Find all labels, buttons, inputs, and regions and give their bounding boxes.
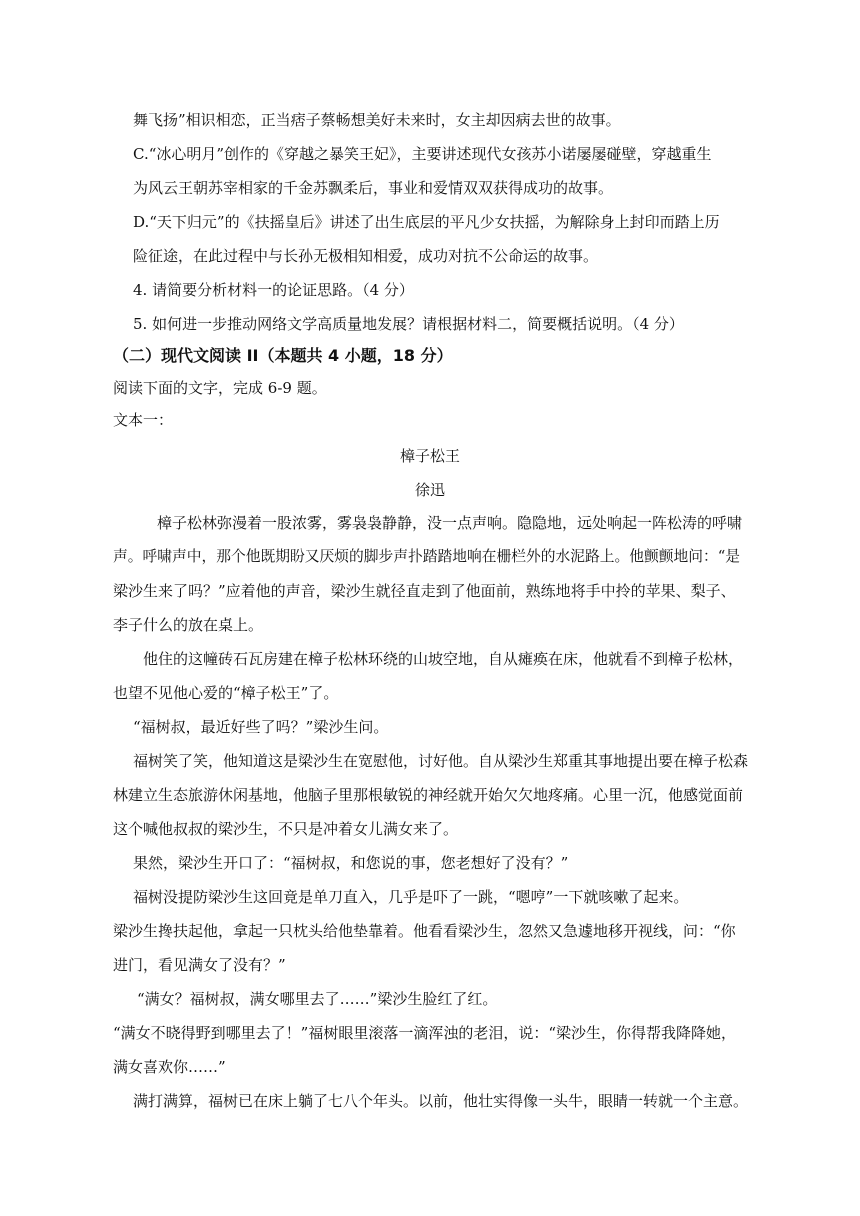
question-5: 5. 如何进一步推动网络文学高质量地发展？请根据材料二，简要概括说明。（4 分） (133, 315, 684, 333)
paragraph-line: 满女喜欢你……” (113, 1058, 226, 1076)
story-title: 樟子松王 (399, 447, 460, 465)
paragraph-line: 进门，看见满女了没有？” (113, 956, 286, 974)
text-one-label: 文本一： (113, 411, 174, 429)
paragraph-line: 满打满算，福树已在床上躺了七八个年头。以前，他壮实得像一头牛，眼睛一转就一个主意。 (133, 1092, 749, 1110)
paragraph-line: “福树叔，最近好些了吗？”梁沙生问。 (133, 718, 389, 736)
paragraph-line: 这个喊他叔叔的梁沙生，不只是冲着女儿满女来了。 (113, 820, 459, 838)
paragraph-line: 梁沙生来了吗？”应着他的声音，梁沙生就径直走到了他面前，熟练地将手中拎的苹果、梨子、 (113, 582, 736, 600)
option-d-line-1: D.“天下归元”的《扶摇皇后》讲述了出生底层的平凡少女扶摇，为解除身上封印而踏上历 (133, 213, 720, 231)
paragraph-line: “满女不晓得野到哪里去了！”福树眼里滚落一滴浑浊的老泪，说：“梁沙生，你得帮我降降她， (113, 1024, 737, 1042)
paragraph-line: 梁沙生搀扶起他，拿起一只枕头给他垫靠着。他看看梁沙生，忽然又急遽地移开视线，问：“你 (113, 922, 736, 940)
paragraph-line: 也望不见他心爱的“樟子松王”了。 (113, 684, 339, 702)
question-4: 4. 请简要分析材料一的论证思路。（4 分） (133, 281, 414, 299)
paragraph-line: 樟子松林弥漫着一股浓雾，雾袅袅静静，没一点声响。隐隐地，远处响起一阵松涛的呼啸 (157, 514, 743, 532)
section-heading: （二）现代文阅读 II（本题共 4 小题，18 分） (113, 346, 453, 365)
option-b-continuation: 舞飞扬”相识相恋，正当痞子蔡畅想美好未来时，女主却因病去世的故事。 (133, 111, 621, 129)
option-d-line-2: 险征途，在此过程中与长孙无极相知相爱，成功对抗不公命运的故事。 (133, 247, 599, 265)
option-c-line-2: 为风云王朝苏宰相家的千金苏飘柔后，事业和爱情双双获得成功的故事。 (133, 179, 614, 197)
paragraph-line: 果然，梁沙生开口了：“福树叔，和您说的事，您老想好了没有？” (133, 854, 569, 872)
paragraph-line: 林建立生态旅游休闲基地，他脑子里那根敏锐的神经就开始欠欠地疼痛。心里一沉，他感觉面前 (113, 786, 744, 804)
paragraph-line: 福树没提防梁沙生这回竟是单刀直入，几乎是吓了一跳，“嗯哼”一下就咳嗽了起来。 (133, 888, 689, 906)
story-author: 徐迅 (414, 481, 445, 499)
paragraph-line: “满女？福树叔，满女哪里去了……”梁沙生脸红了红。 (137, 990, 498, 1008)
paragraph-line: 李子什么的放在桌上。 (113, 616, 264, 634)
paragraph-line: 他住的这幢砖石瓦房建在樟子松林环绕的山坡空地，自从瘫痪在床，他就看不到樟子松林， (143, 650, 744, 668)
paragraph-line: 声。呼啸声中，那个他既期盼又厌烦的脚步声扑踏踏地响在栅栏外的水泥路上。他颤颤地问：“是 (113, 548, 741, 565)
option-c-line-1: C.“冰心明月”创作的《穿越之暴笑王妃》，主要讲述现代女孩苏小诺屡屡碰壁，穿越重生 (133, 145, 712, 163)
paragraph-line: 福树笑了笑，他知道这是梁沙生在宽慰他，讨好他。自从梁沙生郑重其事地提出要在樟子松森 (133, 752, 749, 770)
instruction: 阅读下面的文字，完成 6-9 题。 (113, 379, 327, 397)
